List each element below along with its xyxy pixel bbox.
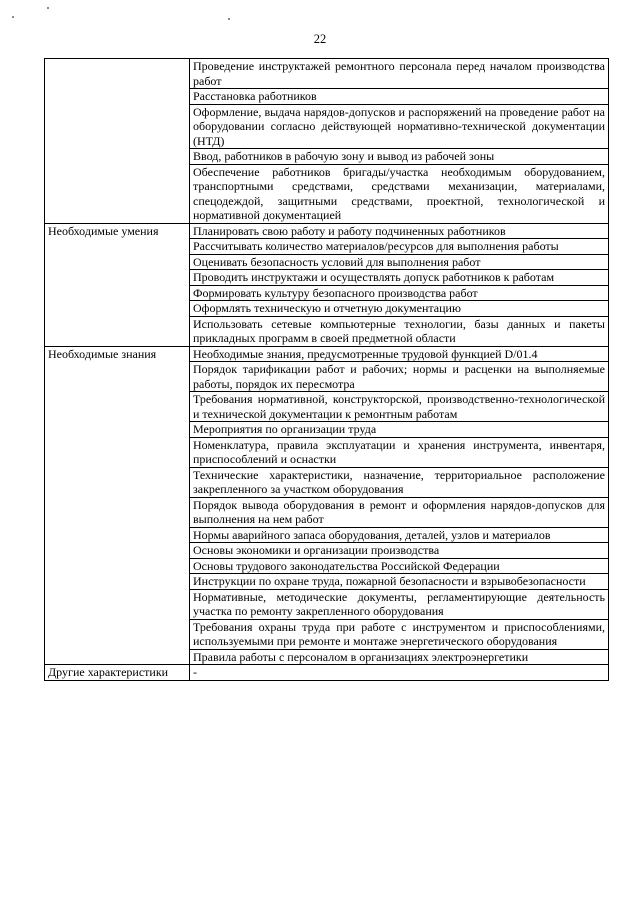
section-item: Планировать свою работу и работу подчиненных работников bbox=[190, 223, 609, 239]
section-item: Требования охраны труда при работе с инструментом и приспособлениями, используемыми при ремонте и монтаже энергетического оборудования bbox=[190, 619, 609, 649]
section-item: Основы экономики и организации производства bbox=[190, 543, 609, 559]
section-item: - bbox=[190, 665, 609, 681]
table-row bbox=[45, 346, 609, 362]
section-label: Необходимые умения bbox=[45, 223, 190, 346]
section-item: Требования нормативной, конструкторской, производственно-технологической и технической документации к ремонтным работам bbox=[190, 392, 609, 422]
scan-speck bbox=[12, 16, 14, 18]
section-item: Проведение инструктажей ремонтного персонала перед началом производства работ bbox=[190, 59, 609, 89]
section-item: Оценивать безопасность условий для выполнения работ bbox=[190, 254, 609, 270]
section-item: Обеспечение работников бригады/участка необходимым оборудованием, транспортными средствами, средствами механизации, материалами, спецодеждой, защитными средствами, проектной, технологической и нормативной документацией bbox=[190, 164, 609, 223]
section-item: Необходимые знания, предусмотренные трудовой функцией D/01.4 bbox=[190, 346, 609, 362]
qualification-table-body bbox=[45, 59, 609, 681]
section-item: Оформление, выдача нарядов-допусков и распоряжений на проведение работ на оборудовании согласно действующей нормативно-технической документации (НТД) bbox=[190, 104, 609, 149]
section-item: Мероприятия по организации труда bbox=[190, 422, 609, 438]
section-item: Технические характеристики, назначение, территориальное расположение закрепленного за участком оборудования bbox=[190, 467, 609, 497]
section-item: Порядок тарификации работ и рабочих; нормы и расценки на выполняемые работы, порядок их пересмотра bbox=[190, 362, 609, 392]
section-item: Оформлять техническую и отчетную документацию bbox=[190, 301, 609, 317]
section-item: Ввод, работников в рабочую зону и вывод из рабочей зоны bbox=[190, 149, 609, 165]
section-item: Проводить инструктажи и осуществлять допуск работников к работам bbox=[190, 270, 609, 286]
section-item: Нормативные, методические документы, регламентирующие деятельность участка по ремонту закрепленного оборудования bbox=[190, 589, 609, 619]
scan-speck bbox=[47, 7, 49, 9]
section-label: Необходимые знания bbox=[45, 346, 190, 665]
section-item: Формировать культуру безопасного производства работ bbox=[190, 285, 609, 301]
section-item: Расстановка работников bbox=[190, 89, 609, 105]
section-item: Порядок вывода оборудования в ремонт и оформления нарядов-допусков для выполнения на нем работ bbox=[190, 497, 609, 527]
scan-speck bbox=[228, 18, 230, 20]
section-item: Нормы аварийного запаса оборудования, деталей, узлов и материалов bbox=[190, 527, 609, 543]
table-row bbox=[45, 59, 609, 89]
section-item: Основы трудового законодательства Российской Федерации bbox=[190, 558, 609, 574]
table-row bbox=[45, 665, 609, 681]
page-number: 22 bbox=[313, 32, 327, 46]
section-item: Правила работы с персоналом в организациях электроэнергетики bbox=[190, 649, 609, 665]
section-label bbox=[45, 59, 190, 224]
section-label: Другие характеристики bbox=[45, 665, 190, 681]
table-row bbox=[45, 223, 609, 239]
qualification-table bbox=[44, 58, 609, 681]
section-item: Номенклатура, правила эксплуатации и хранения инструмента, инвентаря, приспособлений и оснастки bbox=[190, 437, 609, 467]
section-item: Инструкции по охране труда, пожарной безопасности и взрывобезопасности bbox=[190, 574, 609, 590]
section-item: Использовать сетевые компьютерные технологии, базы данных и пакеты прикладных программ в своей предметной области bbox=[190, 316, 609, 346]
section-item: Рассчитывать количество материалов/ресурсов для выполнения работы bbox=[190, 239, 609, 255]
